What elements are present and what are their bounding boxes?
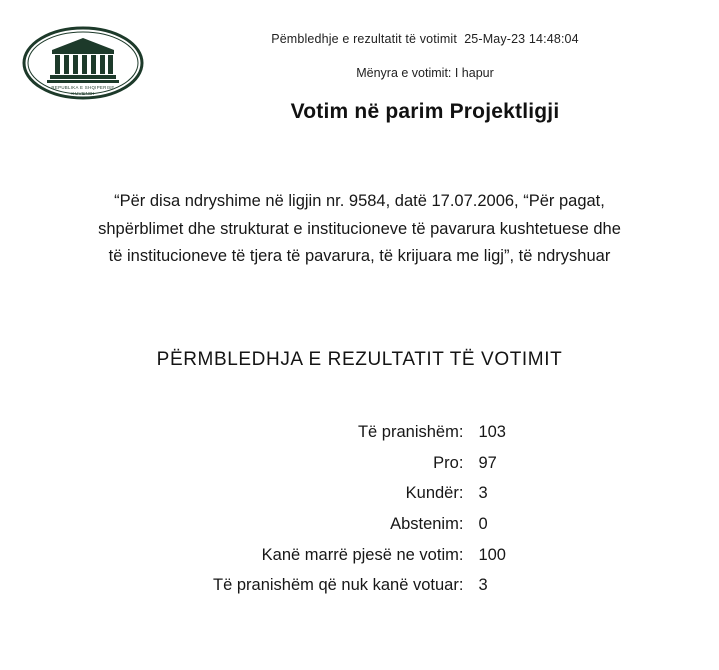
logo-text-top: REPUBLIKA E SHQIPERISE [51,85,115,90]
result-label: Pro: [433,453,464,472]
table-row [213,509,506,540]
result-value: 97 [478,453,497,472]
law-description-line: “Për disa ndryshime në ligjin nr. 9584, datë 17.07.2006, “Për pagat, [114,192,605,210]
parliament-emblem-icon [22,26,144,100]
summary-timestamp-line: Pëmbledhje e rezultatit të votimit 25-May-23 14:48:04 [271,32,579,46]
result-label: Kundër: [405,484,464,503]
document-header [0,0,719,150]
page-title: Votim në parim Projektligji [290,100,560,123]
table-row [213,540,506,571]
law-description-line: të institucioneve të tjera të pavarura, të krijuara me ligj”, të ndryshuar [108,247,611,266]
table-row [213,448,506,479]
law-description [15,188,705,271]
table-row [213,478,506,509]
result-value: 0 [478,515,488,534]
result-label: Kanë marrë pjesë ne votim: [261,545,464,564]
results-summary-heading: PËRMBLEDHJA E REZULTATIT TË VOTIMIT [156,349,563,371]
table-row [213,417,506,448]
table-row [213,570,506,601]
law-description-line: shpërblimet dhe strukturat e institucioneve të pavarura kushtetuese dhe [98,219,621,238]
result-label: Të pranishëm që nuk kanë votuar: [213,576,464,595]
result-label: Abstenim: [390,515,464,534]
header-text-block [150,0,700,124]
parliament-logo [22,26,144,100]
result-value: 3 [478,576,488,595]
logo-text-bottom: KUVENDI [71,91,95,96]
result-value: 3 [478,484,488,503]
result-label: Të pranishëm: [357,423,464,442]
voting-mode-line: Mënyra e votimit: I hapur [356,66,494,80]
result-value: 103 [478,423,506,442]
result-value: 100 [478,545,506,564]
voting-results-table [213,417,506,601]
